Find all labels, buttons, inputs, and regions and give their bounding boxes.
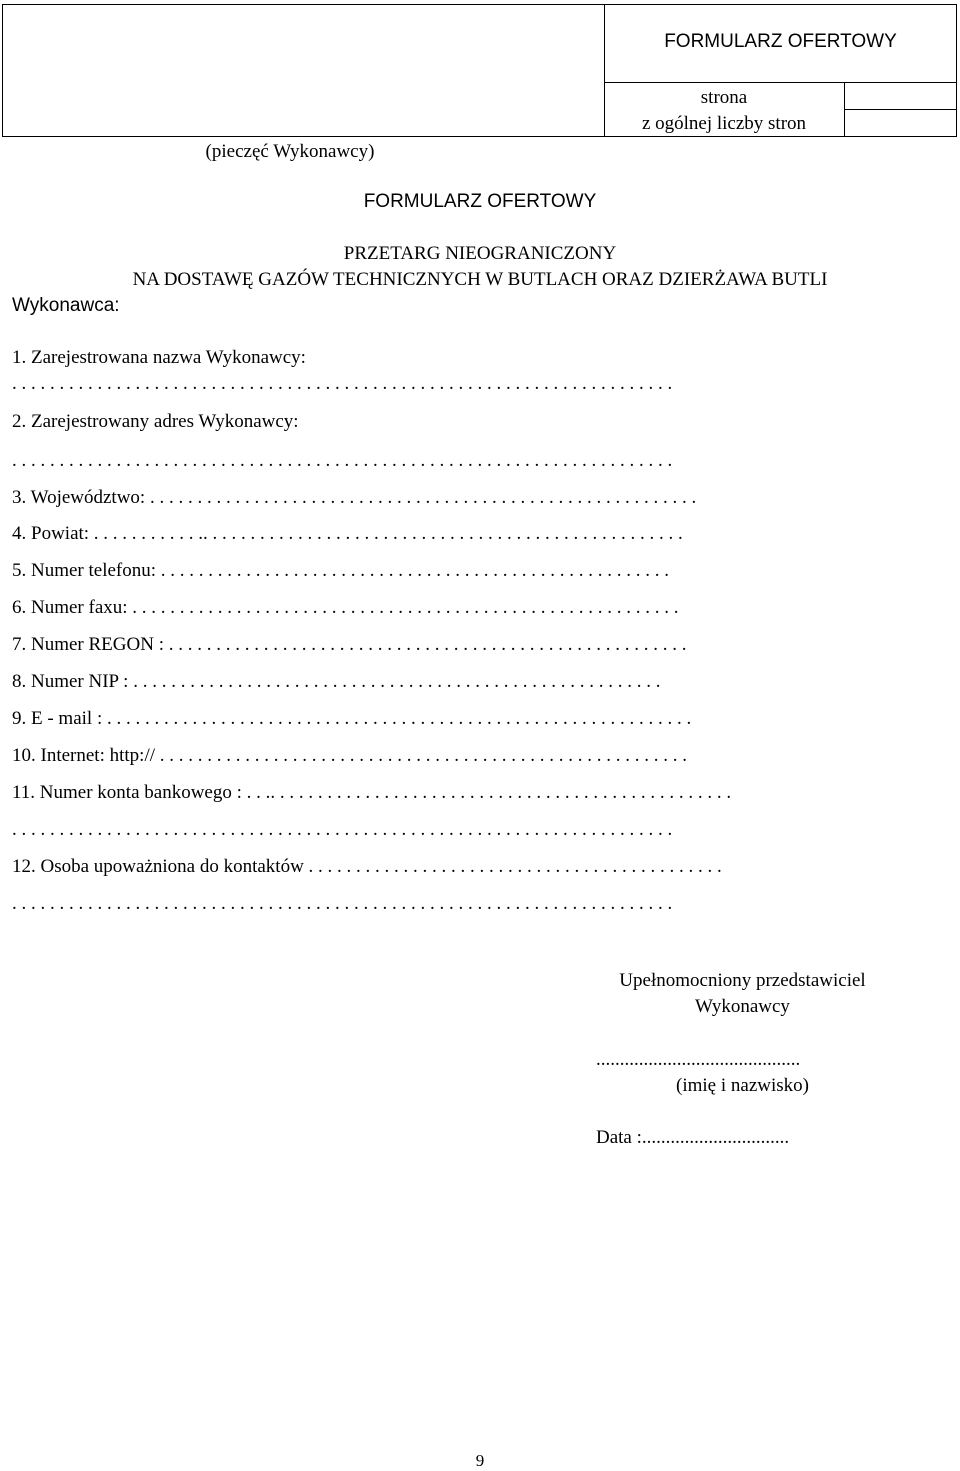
field-registered-name-label: 1. Zarejestrowana nazwa Wykonawcy: [12, 347, 306, 368]
header-page-label: strona [700, 87, 748, 108]
field-phone-number[interactable]: 5. Numer telefonu: . . . . . . . . . . . . . . . . . . . . . . . . . . . . . . . . . . . . . . . . . . . . . . . . . . . . . . [12, 560, 670, 581]
field-nip-number[interactable]: 8. Numer NIP : . . . . . . . . . . . . . . . . . . . . . . . . . . . . . . . . . . . . . . . . . . . . . . . . . . . . . . . . [12, 671, 661, 692]
stamp-label: (pieczęć Wykonawcy) [205, 141, 375, 162]
field-registered-address-label: 2. Zarejestrowany adres Wykonawcy: [12, 411, 299, 432]
field-fax-number[interactable]: 6. Numer faxu: . . . . . . . . . . . . . . . . . . . . . . . . . . . . . . . . . . . . . . . . . . . . . . . . . . . . . . . . . . [12, 597, 679, 618]
field-website[interactable]: 10. Internet: http:// . . . . . . . . . . . . . . . . . . . . . . . . . . . . . . . . . . . . . . . . . . . . . . . . . . . . . . . . [12, 745, 688, 766]
field-email[interactable]: 9. E - mail : . . . . . . . . . . . . . . . . . . . . . . . . . . . . . . . . . . . . . . . . . . . . . . . . . . . . . . . . . . . . . . [12, 708, 692, 729]
field-registered-name-input[interactable]: . . . . . . . . . . . . . . . . . . . . . . . . . . . . . . . . . . . . . . . . . . . . . . . . . . . . . . . . . . . . . . . . . . . . . . [12, 373, 673, 394]
field-contact-person-continuation[interactable]: . . . . . . . . . . . . . . . . . . . . . . . . . . . . . . . . . . . . . . . . . . . . . . . . . . . . . . . . . . . . . . . . . . . . . . [12, 893, 673, 914]
header-divider [844, 109, 957, 110]
tender-title-line2: NA DOSTAWĘ GAZÓW TECHNICZNYCH W BUTLACH ORAZ DZIERŻAWA BUTLI [132, 269, 828, 290]
field-regon-number[interactable]: 7. Numer REGON : . . . . . . . . . . . . . . . . . . . . . . . . . . . . . . . . . . . . . . . . . . . . . . . . . . . . . . . [12, 634, 687, 655]
signature-date-field[interactable]: Data :............................... [596, 1127, 790, 1148]
signature-name-input[interactable]: ........................................... [596, 1049, 801, 1070]
page-number: 9 [475, 1451, 485, 1470]
field-voivodeship[interactable]: 3. Województwo: . . . . . . . . . . . . . . . . . . . . . . . . . . . . . . . . . . . . . . . . . . . . . . . . . . . . . . . . . . [12, 487, 697, 508]
field-registered-address-input[interactable]: . . . . . . . . . . . . . . . . . . . . . . . . . . . . . . . . . . . . . . . . . . . . . . . . . . . . . . . . . . . . . . . . . . . . . . [12, 450, 673, 471]
header-form-title: FORMULARZ OFERTOWY [664, 31, 897, 52]
field-contact-person[interactable]: 12. Osoba upoważniona do kontaktów . . . . . . . . . . . . . . . . . . . . . . . . . . . . . . . . . . . . . . . . . . . . [12, 856, 722, 877]
header-divider [604, 82, 957, 83]
contractor-label: Wykonawca: [12, 295, 120, 316]
tender-title-line1: PRZETARG NIEOGRANICZONY [343, 243, 617, 264]
signature-name-label: (imię i nazwisko) [676, 1075, 809, 1096]
signature-title-line2: Wykonawcy [695, 996, 790, 1017]
field-county[interactable]: 4. Powiat: . . . . . . . . . . . .. . . . . . . . . . . . . . . . . . . . . . . . . . . . . . . . . . . . . . . . . . . . . . . . . . . [12, 523, 683, 544]
document-title: FORMULARZ OFERTOWY [363, 191, 597, 212]
field-bank-account-continuation[interactable]: . . . . . . . . . . . . . . . . . . . . . . . . . . . . . . . . . . . . . . . . . . . . . . . . . . . . . . . . . . . . . . . . . . . . . . [12, 819, 673, 840]
signature-title-line1: Upełnomocniony przedstawiciel [619, 970, 866, 991]
header-pages-total-label: z ogólnej liczby stron [641, 113, 807, 134]
field-bank-account[interactable]: 11. Numer konta bankowego : . . .. . . . . . . . . . . . . . . . . . . . . . . . . . . . . . . . . . . . . . . . . . . . . . . . . [12, 782, 732, 803]
